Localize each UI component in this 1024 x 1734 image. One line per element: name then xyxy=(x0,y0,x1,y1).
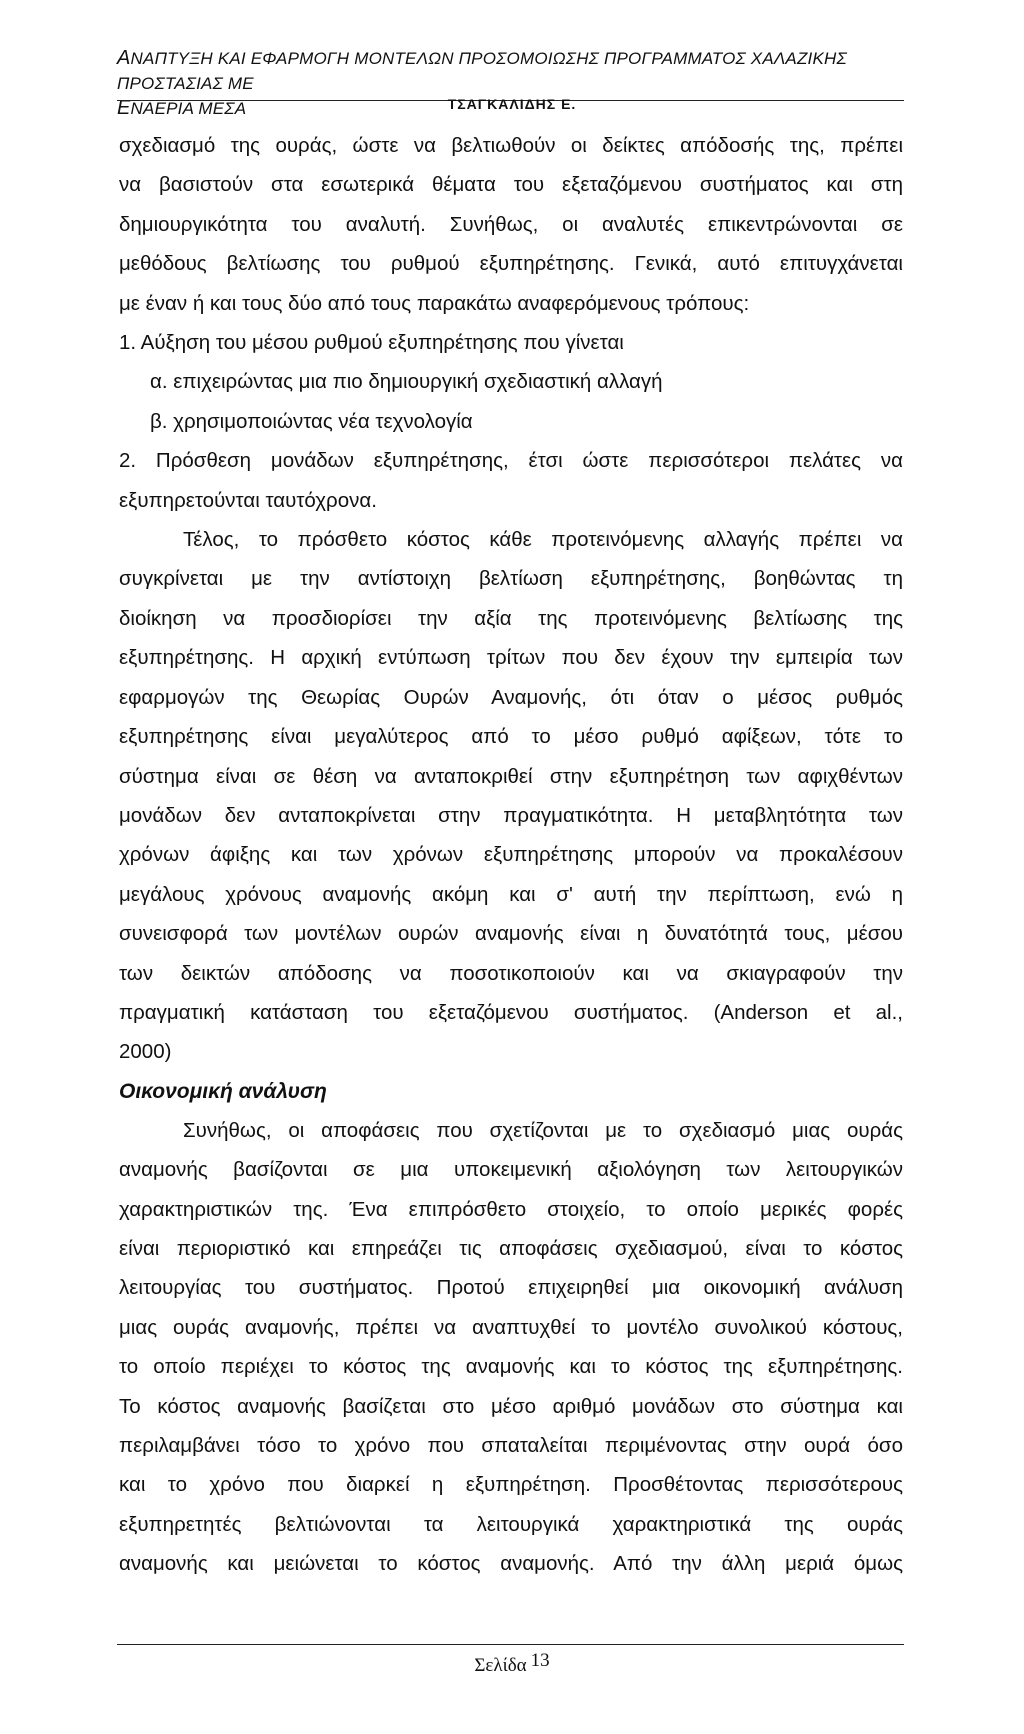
text-line: αναμονής βασίζονται σε μια υποκειμενική αξιολόγηση των λειτουργικών xyxy=(119,1158,903,1182)
page-number: 13 xyxy=(530,1650,550,1671)
text-line: Συνήθως, οι αποφάσεις που σχετίζονται με το σχεδιασμό μιας ουράς xyxy=(183,1118,903,1142)
text-line: εξυπηρέτησης είναι μεγαλύτερος από το μέσο ρυθμό αφίξεων, τότε το xyxy=(119,725,903,749)
text-line: δημιουργικότητα του αναλυτή. Συνήθως, οι αναλυτές επικεντρώνονται σε xyxy=(119,212,903,236)
list-subitem-b xyxy=(119,402,903,441)
page-footer xyxy=(0,1650,1024,1677)
text-line: πραγματική κατάσταση του εξεταζόμενου συστήματος. (Anderson et al., xyxy=(119,1000,903,1024)
text-line: λειτουργίας του συστήματος. Προτού επιχειρηθεί μια οικονομική ανάλυση xyxy=(119,1276,903,1300)
text-line: των δεικτών απόδοσης να ποσοτικοποιούν και να σκιαγραφούν την xyxy=(119,961,903,985)
text-line: αναμονής και μειώνεται το κόστος αναμονής. Από την άλλη μεριά όμως xyxy=(119,1552,903,1576)
list-subitem-a xyxy=(119,362,903,401)
text-line: χαρακτηριστικών της. Ένα επιπρόσθετο στοιχείο, το οποίο μερικές φορές xyxy=(119,1197,903,1221)
text-line: 1. Αύξηση του μέσου ρυθμού εξυπηρέτησης που γίνεται xyxy=(119,331,624,355)
text-line: α. επιχειρώντας μια πιο δημιουργική σχεδιαστική αλλαγή xyxy=(150,370,663,394)
text-line: β. χρησιμοποιώντας νέα τεχνολογία xyxy=(150,409,473,433)
text-line: εξυπηρετούνται ταυτόχρονα. xyxy=(119,488,377,512)
text-line: Το κόστος αναμονής βασίζεται στο μέσο αριθμό μονάδων στο σύστημα και xyxy=(119,1394,903,1418)
text-line: να βασιστούν στα εσωτερικά θέματα του εξεταζόμενου συστήματος και στη xyxy=(119,173,903,197)
header-title-line-1: ΑΝΑΠΤΥΞΗ ΚΑΙ ΕΦΑΡΜΟΓΗ ΜΟΝΤΕΛΩΝ ΠΡΟΣΟΜΟΙΩΣΗΣ ΠΡΟΓΡΑΜΜΑΤΟΣ ΧΑΛΑΖΙΚΗΣ ΠΡΟΣΤΑΣΙΑΣ ΜΕ xyxy=(117,47,847,93)
list-item-2 xyxy=(119,441,903,520)
text-line: σχεδιασμό της ουράς, ώστε να βελτιωθούν οι δείκτες απόδοσής της, πρέπει xyxy=(119,134,903,157)
text-line: διοίκηση να προσδιορίσει την αξία της προτεινόμενης βελτίωσης της xyxy=(119,606,903,630)
text-line: συγκρίνεται με την αντίστοιχη βελτίωση εξυπηρέτησης, βοηθώντας τη xyxy=(119,567,903,591)
header-title-line-2: ΕΝΑΕΡΙΑ ΜΕΣΑ xyxy=(117,97,247,119)
text-line: μεγάλους χρόνους αναμονής ακόμη και σ' αυτή την περίπτωση, ενώ η xyxy=(119,882,903,906)
paragraph-2 xyxy=(119,520,903,1072)
section-title: Οικονομική ανάλυση xyxy=(119,1079,327,1103)
paragraph-3 xyxy=(119,1111,903,1584)
text-line: είναι περιοριστικό και επηρεάζει τις αποφάσεις σχεδιασμού, είναι το κόστος xyxy=(119,1236,903,1260)
text-line: σύστημα είναι σε θέση να ανταποκριθεί στην εξυπηρέτηση των αφιχθέντων xyxy=(119,764,903,788)
paragraph-1 xyxy=(119,126,903,323)
text-line: εξυπηρετητές βελτιώνονται τα λειτουργικά χαρακτηριστικά της ουράς xyxy=(119,1512,903,1536)
header-author: ΤΣΑΓΚΑΛΙΔΗΣ Ε. xyxy=(447,96,577,112)
page-label: Σελίδα xyxy=(474,1655,527,1676)
text-line: περιλαμβάνει τόσο το χρόνο που σπαταλείται περιμένοντας στην ουρά όσο xyxy=(119,1434,903,1457)
text-line: και το χρόνο που διαρκεί η εξυπηρέτηση. Προσθέτοντας περισσότερους xyxy=(119,1473,903,1497)
text-line: το οποίο περιέχει το κόστος της αναμονής και το κόστος της εξυπηρέτησης. xyxy=(119,1355,903,1379)
text-line: Τέλος, το πρόσθετο κόστος κάθε προτεινόμενης αλλαγής πρέπει να xyxy=(183,528,903,552)
text-line: εφαρμογών της Θεωρίας Ουρών Αναμονής, ότι όταν ο μέσος ρυθμός xyxy=(119,685,903,709)
text-line: συνεισφορά των μοντέλων ουρών αναμονής είναι η δυνατότητά τους, μέσου xyxy=(119,922,903,946)
text-line: εξυπηρέτησης. Η αρχική εντύπωση τρίτων που δεν έχουν την εμπειρία των xyxy=(119,646,903,670)
list-item-1 xyxy=(119,323,903,362)
text-line: 2000) xyxy=(119,1040,172,1064)
footer-rule xyxy=(117,1644,904,1645)
text-line: μιας ουράς αναμονής, πρέπει να αναπτυχθεί το μοντέλο συνολικού κόστους, xyxy=(119,1315,903,1339)
text-line: με έναν ή και τους δύο από τους παρακάτω αναφερόμενους τρόπους: xyxy=(119,291,750,315)
body-text xyxy=(119,126,903,1584)
text-line: 2. Πρόσθεση μονάδων εξυπηρέτησης, έτσι ώστε περισσότεροι πελάτες να xyxy=(119,449,903,473)
text-line: μεθόδους βελτίωσης του ρυθμού εξυπηρέτησης. Γενικά, αυτό επιτυγχάνεται xyxy=(119,252,903,276)
text-line: χρόνων άφιξης και των χρόνων εξυπηρέτησης μπορούν να προκαλέσουν xyxy=(119,843,903,867)
text-line: μονάδων δεν ανταποκρίνεται στην πραγματικότητα. Η μεταβλητότητα των xyxy=(119,803,903,827)
